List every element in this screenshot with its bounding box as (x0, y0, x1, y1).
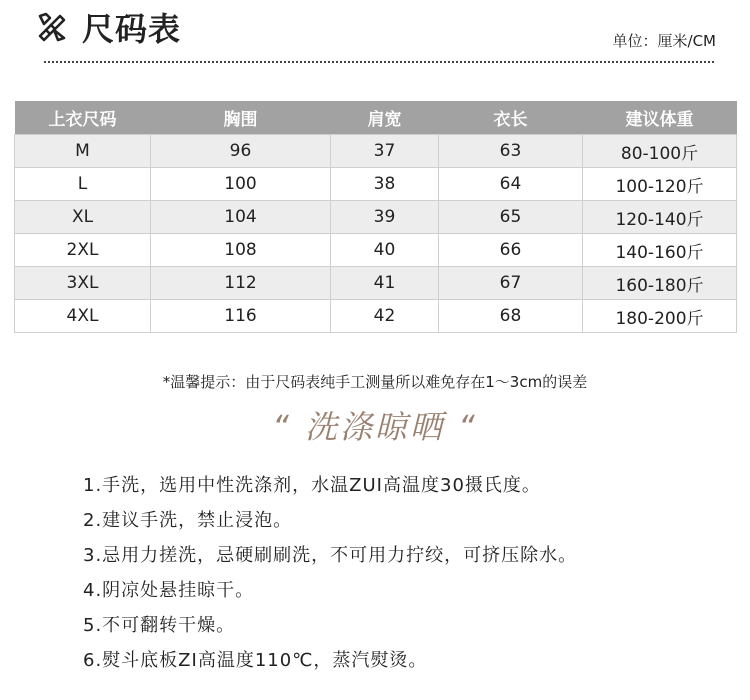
table-row (15, 300, 737, 333)
table-row (15, 267, 737, 300)
table-row (15, 234, 737, 267)
cell-chest: 104 (151, 201, 331, 234)
cell-shoulder: 40 (331, 234, 439, 267)
cell-weight: 140-160斤 (583, 234, 737, 267)
cell-length: 63 (439, 135, 583, 168)
cell-shoulder: 41 (331, 267, 439, 300)
col-header-size: 上衣尺码 (15, 101, 151, 135)
cell-weight: 160-180斤 (583, 267, 737, 300)
col-header-length: 衣长 (439, 101, 583, 135)
cell-size: XL (15, 201, 151, 234)
dotted-divider (44, 61, 714, 63)
cell-weight: 120-140斤 (583, 201, 737, 234)
list-item: 4.阴凉处悬挂晾干。 (83, 580, 255, 601)
cell-length: 64 (439, 168, 583, 201)
cell-size: 3XL (15, 267, 151, 300)
cell-shoulder: 39 (331, 201, 439, 234)
col-header-shoulder: 肩宽 (331, 101, 439, 135)
cell-shoulder: 37 (331, 135, 439, 168)
cell-size: 4XL (15, 300, 151, 333)
unit-label: 单位：厘米/CM (612, 32, 716, 50)
page-title: 尺码表 (82, 10, 182, 48)
list-item: 2.建议手洗，禁止浸泡。 (83, 510, 293, 531)
header (0, 0, 750, 70)
care-instructions-list (83, 471, 577, 681)
cell-length: 68 (439, 300, 583, 333)
list-item: 1.手洗，选用中性洗涤剂，水温ZUI高温度30摄氏度。 (83, 475, 541, 496)
ruler-pencil-icon (36, 10, 68, 42)
cell-weight: 180-200斤 (583, 300, 737, 333)
cell-shoulder: 42 (331, 300, 439, 333)
measurement-notice: *温馨提示：由于尺码表纯手工测量所以难免存在1～3cm的误差 (162, 373, 588, 391)
list-item: 3.忌用力搓洗，忌硬刷刷洗，不可用力拧绞，可挤压除水。 (83, 545, 578, 566)
cell-chest: 96 (151, 135, 331, 168)
cell-size: 2XL (15, 234, 151, 267)
table-header-row (15, 101, 737, 135)
col-header-weight: 建议体重 (583, 101, 737, 135)
cell-chest: 112 (151, 267, 331, 300)
cell-length: 65 (439, 201, 583, 234)
col-header-chest: 胸围 (151, 101, 331, 135)
wash-section-title: “ 洗涤晾晒 “ (272, 408, 478, 446)
cell-length: 66 (439, 234, 583, 267)
table-row (15, 168, 737, 201)
list-item: 6.熨斗底板ZI高温度110℃，蒸汽熨烫。 (83, 650, 428, 671)
table-row (15, 135, 737, 168)
size-table (14, 101, 737, 333)
cell-chest: 116 (151, 300, 331, 333)
cell-chest: 108 (151, 234, 331, 267)
cell-chest: 100 (151, 168, 331, 201)
cell-length: 67 (439, 267, 583, 300)
cell-size: M (15, 135, 151, 168)
table-row (15, 201, 737, 234)
cell-shoulder: 38 (331, 168, 439, 201)
cell-size: L (15, 168, 151, 201)
list-item: 5.不可翻转干燥。 (83, 615, 236, 636)
cell-weight: 80-100斤 (583, 135, 737, 168)
cell-weight: 100-120斤 (583, 168, 737, 201)
